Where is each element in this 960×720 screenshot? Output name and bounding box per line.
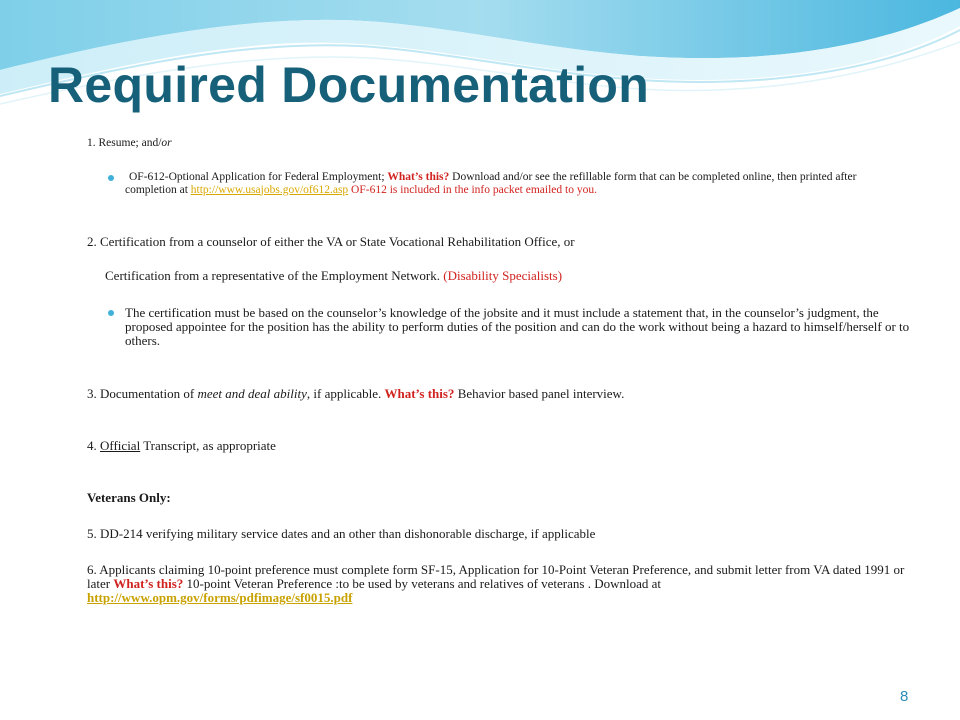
item-1-or: or bbox=[161, 137, 172, 149]
sf15-link[interactable]: http://www.opm.gov/forms/pdfimage/sf0015.pdf bbox=[87, 590, 353, 605]
of612-link[interactable]: http://www.usajobs.gov/of612.asp bbox=[190, 183, 349, 196]
item-1-resume bbox=[87, 137, 172, 150]
item-3-text-c: Behavior based panel interview. bbox=[454, 386, 625, 401]
item-1-text: 1. Resume; and/ bbox=[87, 137, 162, 149]
item-4-transcript bbox=[87, 439, 276, 453]
item-5-dd214: 5. DD-214 verifying military service dates and an other than dishonorable discharge, if applicable bbox=[87, 526, 596, 541]
bullet-certification-requirements: The certification must be based on the counselor’s knowledge of the jobsite and it must include a statement that, in the counselor’s judgment, the proposed appointee for the position has the ability to perform duties of the position and can do the work without being a hazard to himself/herself or to others. bbox=[125, 305, 910, 348]
page-title: Required Documentation bbox=[48, 57, 650, 113]
item-3-meet-and-deal bbox=[87, 387, 624, 401]
whats-this-label: What’s this? bbox=[113, 576, 184, 591]
item-4-text-b: Transcript, as appropriate bbox=[140, 438, 276, 453]
item-4-official: Official bbox=[100, 438, 141, 453]
item-3-italic: meet and deal ability bbox=[197, 386, 307, 401]
bullet-dot bbox=[108, 310, 114, 316]
whats-this-label: What’s this? bbox=[384, 386, 455, 401]
item-2b-employment-network bbox=[105, 269, 562, 283]
page-number: 8 bbox=[900, 688, 909, 705]
item-4-text: 4. bbox=[87, 438, 100, 453]
item-2b-note: (Disability Specialists) bbox=[443, 268, 563, 283]
veterans-only-heading: Veterans Only: bbox=[87, 490, 171, 505]
item-2b-text: Certification from a representative of the Employment Network. bbox=[105, 268, 444, 283]
of612-note: OF-612 is included in the info packet emailed to you. bbox=[348, 183, 597, 196]
item-6-text-b: 10-point Veteran Preference :to be used by veterans and relatives of veterans . Download at bbox=[183, 576, 661, 591]
item-3-text: 3. Documentation of bbox=[87, 386, 198, 401]
of612-text: OF-612-Optional Application for Federal Employment; bbox=[129, 171, 388, 183]
of612-text-continued: Download and/or see the refillable form that can be completed online, then printed after completion at bbox=[125, 171, 857, 196]
item-6-text: 6. Applicants claiming 10-point preference must complete form SF-15, Application for 10-Point Veteran Preference, and submit letter from VA dated 1991 or later bbox=[87, 562, 905, 591]
item-3-text-b: , if applicable. bbox=[306, 386, 385, 401]
bullet-dot bbox=[108, 175, 114, 181]
item-2-certification: 2. Certification from a counselor of either the VA or State Vocational Rehabilitation Office, or bbox=[87, 234, 575, 249]
item-6-sf15 bbox=[87, 563, 907, 605]
whats-this-label: What’s this? bbox=[387, 171, 450, 183]
bullet-of612 bbox=[125, 171, 900, 196]
